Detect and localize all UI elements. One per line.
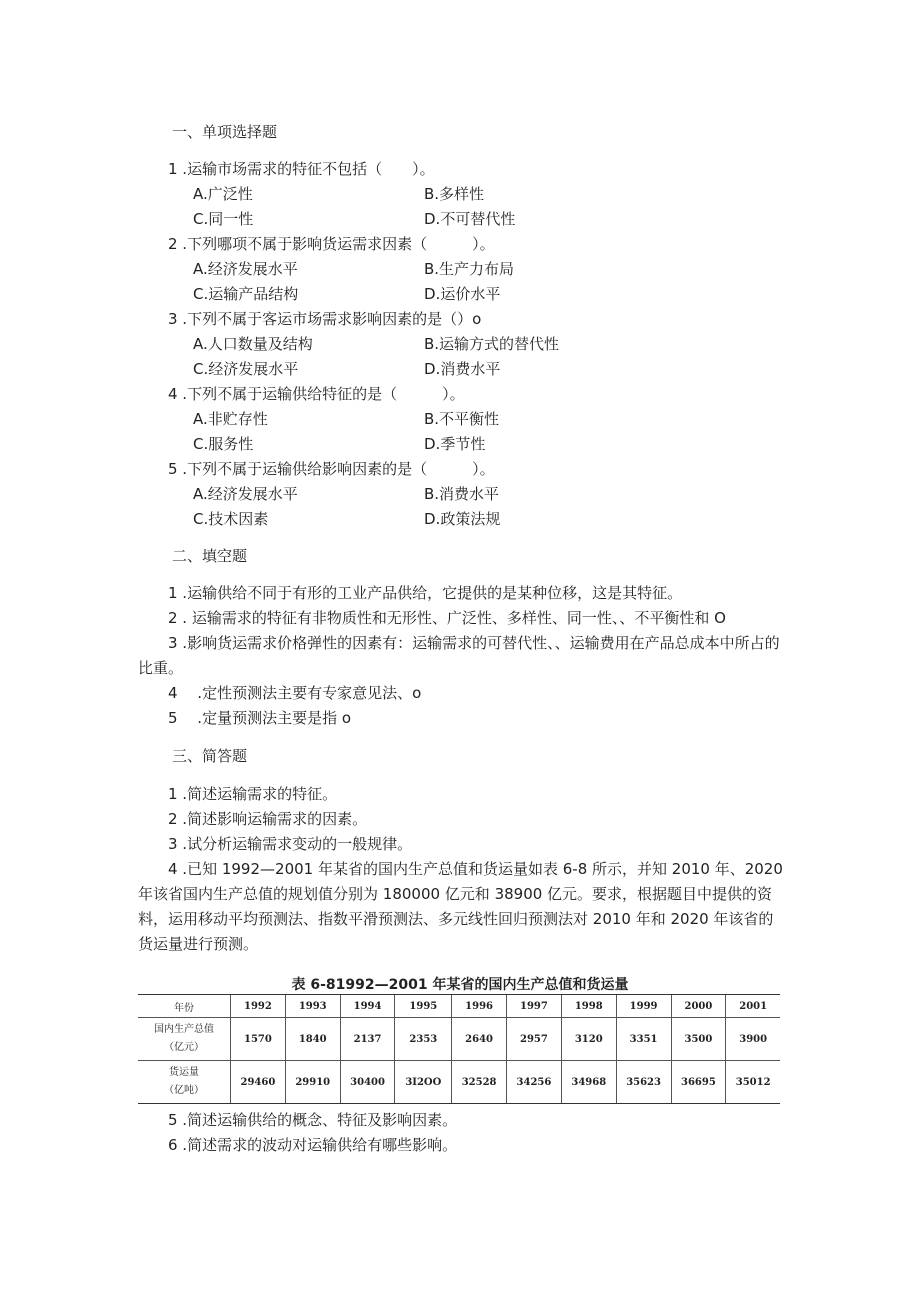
table-cell: 35623 (616, 1061, 671, 1104)
table-cell: 32528 (452, 1061, 507, 1104)
option-d: D.不可替代性 (424, 210, 516, 228)
short-answer-5: 5 .简述运输供给的概念、特征及影响因素。 (168, 1111, 458, 1129)
table-cell: 1840 (285, 1018, 340, 1061)
table-cell: 3351 (616, 1018, 671, 1061)
row-label-freight (138, 1061, 231, 1104)
table-caption: 表 6-81992—2001 年某省的国内生产总值和货运量 (291, 977, 629, 993)
short-answer-6: 6 .简述需求的波动对运输供给有哪些影响。 (168, 1136, 458, 1154)
option-b: B.不平衡性 (424, 410, 500, 428)
option-a: A.人口数量及结构 (193, 335, 313, 353)
table-cell: 2137 (340, 1018, 395, 1061)
short-answer-3: 3 .试分析运输需求变动的一般规律。 (168, 835, 413, 853)
fill-item-2: 2 . 运输需求的特征有非物质性和无形性、广泛性、多样性、同一性、、不平衡性和 O (168, 609, 726, 627)
option-c: C.同一性 (193, 210, 254, 228)
question-2-stem: 2 .下列哪项不属于影响货运需求因素（ ）。 (168, 235, 495, 253)
table-cell: 30400 (340, 1061, 395, 1104)
question-1-stem: 1 .运输市场需求的特征不包括（ ）。 (168, 160, 435, 178)
year-cell: 1994 (340, 995, 395, 1018)
option-a: A.经济发展水平 (193, 485, 298, 503)
question-3-stem: 3 .下列不属于客运市场需求影响因素的是（）o (168, 310, 482, 328)
option-b: B.多样性 (424, 185, 485, 203)
option-c: C.运输产品结构 (193, 285, 299, 303)
option-a: A.经济发展水平 (193, 260, 298, 278)
year-cell: 1996 (452, 995, 507, 1018)
section-title-short-answer: 三、简答题 (172, 747, 248, 765)
option-d: D.运价水平 (424, 285, 501, 303)
option-b: B.生产力布局 (424, 260, 515, 278)
table-header-label: 年份 (138, 995, 231, 1018)
table-cell: 3I2OO (395, 1061, 452, 1104)
year-cell: 1998 (561, 995, 616, 1018)
option-d: D.政策法规 (424, 510, 501, 528)
table-header-row (138, 995, 780, 1018)
year-cell: 1995 (395, 995, 452, 1018)
question-4-stem: 4 .下列不属于运输供给特征的是（ ）。 (168, 385, 465, 403)
table-cell: 3500 (671, 1018, 726, 1061)
table-cell: 3900 (726, 1018, 780, 1061)
short-answer-4: 4 .已知 1992—2001 年某省的国内生产总值和货运量如表 6-8 所示，并知 2010 年、2020 年该省国内生产总值的规划值分别为 180000 亿元和 38900 亿元。要求，根据题目中提供的资料，运用移动平均预测法、指数平滑预测法、多元线性回归预测法对 2010 年和 2020 年该省的货运量进行预测。 (138, 860, 783, 953)
table-row-gdp (138, 1018, 780, 1061)
option-c: C.经济发展水平 (193, 360, 299, 378)
table-cell: 29460 (231, 1061, 286, 1104)
gdp-freight-table (138, 994, 780, 1104)
option-c: C.技术因素 (193, 510, 269, 528)
table-cell: 2640 (452, 1018, 507, 1061)
table-cell: 35012 (726, 1061, 780, 1104)
table-cell: 3120 (561, 1018, 616, 1061)
fill-item-1: 1 .运输供给不同于有形的工业产品供给，它提供的是某种位移，这是其特征。 (168, 584, 683, 602)
year-cell: 1993 (285, 995, 340, 1018)
short-answer-1: 1 .简述运输需求的特征。 (168, 785, 338, 803)
row-label-line-1: 国内生产总值 (154, 1024, 214, 1035)
section-title-choice: 一、单项选择题 (172, 123, 278, 141)
year-cell: 1999 (616, 995, 671, 1018)
year-cell: 2000 (671, 995, 726, 1018)
table-cell: 36695 (671, 1061, 726, 1104)
table-cell: 29910 (285, 1061, 340, 1104)
fill-item-3: 3 .影响货运需求价格弹性的因素有：运输需求的可替代性、、运输费用在产品总成本中所占的比重。 (138, 634, 780, 677)
table-cell: 34256 (507, 1061, 562, 1104)
table-cell: 1570 (231, 1018, 286, 1061)
row-label-gdp (138, 1018, 231, 1061)
row-label-line-1: 货运量 (169, 1067, 199, 1078)
year-cell: 1997 (507, 995, 562, 1018)
option-a: A.广泛性 (193, 185, 253, 203)
option-b: B.消费水平 (424, 485, 500, 503)
short-answer-2: 2 .简述影响运输需求的因素。 (168, 810, 368, 828)
table-cell: 2957 (507, 1018, 562, 1061)
table-row-freight (138, 1061, 780, 1104)
year-cell: 1992 (231, 995, 286, 1018)
option-a: A.非贮存性 (193, 410, 268, 428)
option-d: D.季节性 (424, 435, 486, 453)
table-cell: 2353 (395, 1018, 452, 1061)
row-label-line-2: （亿吨） (164, 1085, 204, 1096)
section-title-fill-blank: 二、填空题 (172, 547, 248, 565)
year-cell: 2001 (726, 995, 780, 1018)
row-label-line-2: （亿元） (164, 1042, 204, 1053)
option-d: D.消费水平 (424, 360, 501, 378)
table-cell: 34968 (561, 1061, 616, 1104)
option-c: C.服务性 (193, 435, 254, 453)
fill-item-5: 5 .定量预测法主要是指 o (168, 709, 352, 727)
fill-item-4: 4 .定性预测法主要有专家意见法、o (168, 684, 422, 702)
question-5-stem: 5 .下列不属于运输供给影响因素的是（ ）。 (168, 460, 495, 478)
option-b: B.运输方式的替代性 (424, 335, 560, 353)
